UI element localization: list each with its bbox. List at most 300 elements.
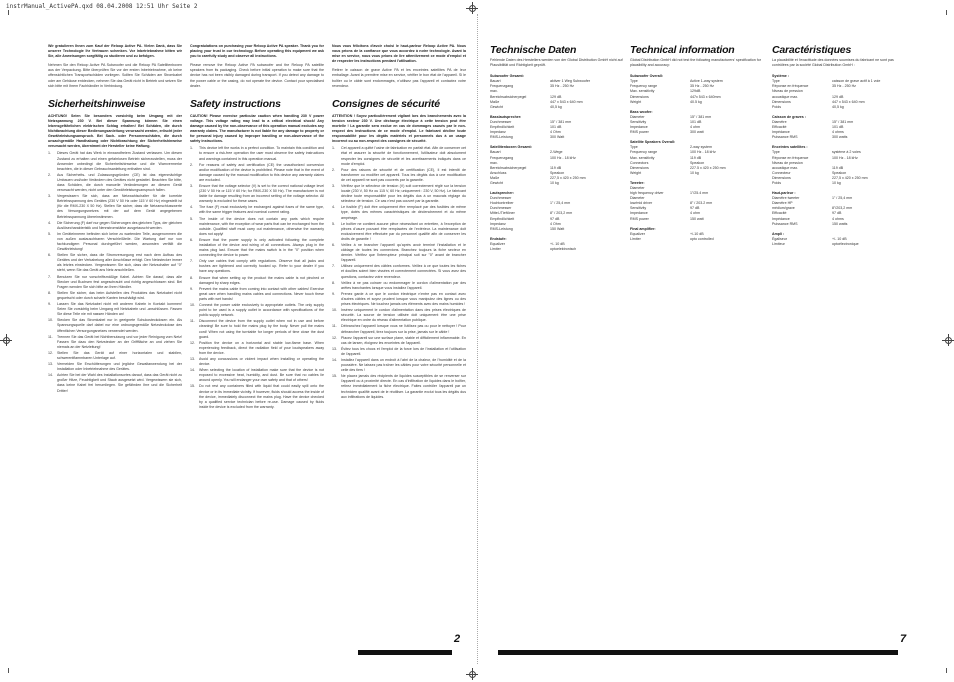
spec-value: 119 dB [550, 165, 562, 170]
spec-section [490, 74, 624, 110]
spec-value: +/- 10 dB [832, 236, 847, 241]
spec-section [772, 145, 910, 186]
spec-value: 10 kg [690, 170, 699, 175]
safety-item [332, 336, 466, 346]
safety-item-text: Die Sicherung (F) darf nur gegen Sicherungen des gleichen Typs, der gleichen Auslösecharakteristik und Nennstromstärke ausgetauscht werden. [57, 220, 182, 230]
safety-item-text: Installez l'appareil dans un endroit à l'abri de la chaleur, de l'humidité et de la poussière. Ne laissez pas traîner les câbles pour votre sécurité personnelle et celle des tiers ! [341, 357, 466, 373]
safety-item-number: 1. [332, 146, 335, 151]
safety-item-number: 14. [190, 368, 195, 373]
spec-label: Max. sensitivity [630, 155, 655, 160]
safety-item [48, 351, 182, 361]
safety-item [190, 217, 324, 237]
spec-value: 1" / 25,4 mm [832, 196, 853, 201]
spec-value: 101 dB [832, 125, 844, 130]
spec-value: 4 ohm [690, 125, 700, 130]
safety-item-text: This device left the works in a perfect condition. To maintain this condition and to ensure a risk-free operation the user must observe the safety instructions and warnings contained in this operation manual. [199, 146, 324, 161]
safety-item [332, 358, 466, 373]
spec-section-title: Satellite Speakers Overall: [630, 140, 676, 145]
spec-row [490, 247, 624, 252]
safety-item [48, 221, 182, 231]
spec-label: Weight [630, 99, 642, 104]
spec-label: Anschluss [490, 170, 507, 175]
safety-item-text: Trennen Sie das Gerät bei Nichtbenutzung und vor jeder Reinigung vom Netz! Fassen Sie dazu den Netzstecker an der Grifffläche an und ziehen Sie niemals an der Netzleitung! [57, 334, 182, 349]
tech-heading: Technische Daten [490, 44, 577, 56]
spec-label: Diamètre tweeter [772, 196, 800, 201]
safety-item [190, 146, 324, 161]
section-heading: Safety instructions [190, 97, 281, 110]
spec-label: Impedanz [490, 221, 506, 226]
right-page [480, 14, 946, 664]
tech-heading: Caractéristiques [772, 44, 852, 56]
safety-item [190, 163, 324, 183]
spec-label: Niveau de pression [772, 89, 803, 94]
safety-item-number: 4. [332, 205, 335, 210]
spec-value: 100 Hz - 18 kHz [690, 150, 716, 155]
spec-sections [490, 74, 624, 252]
spec-value: 227.5 x 420 x 250 mm [690, 165, 726, 170]
safety-item-text: Débranchez l'appareil lorsque vous ne l'utilisez pas ou pour le nettoyer ! Pour débrancher l'appareil, tirez toujours sur la prise, jamais sur le câble ! [341, 324, 466, 334]
spec-value: 40,5 kg [832, 104, 844, 109]
spec-section-title: Enceintes satellites : [772, 145, 808, 150]
spec-label: Impedance [630, 211, 648, 216]
safety-item-text: Stecken Sie das Stromkabel nur in geeignete Schukosteckdosen ein. Als Spannungsquelle darf dabei nur eine ordnungsgemäße Netzsteckdose des öffentlichen Versorgungsnetzes verwendet werden. [57, 318, 182, 333]
safety-item [48, 173, 182, 193]
spec-label: Dimensions [630, 94, 649, 99]
spec-row [630, 217, 764, 222]
column-english [190, 44, 324, 411]
safety-item-text: Veillez à ne brancher l'appareil qu'après avoir terminé l'installation et le câblage de toutes les connexions. Branchez toujours la fiche secteur en dernier. Vérifiez que l'interrupteur principal soit sur "0" avant de brancher l'appareil. [341, 243, 466, 263]
footer-bar [358, 650, 452, 655]
spec-label: Niveau de pression [772, 160, 803, 165]
safety-item [190, 238, 324, 258]
safety-item-text: Le fusible (F) doit être uniquement être remplacé par des fusibles de même type, dotés des mêmes caractéristiques de déclenchement et du même ampérage. [341, 205, 466, 220]
spec-label: Max. sensitivity [630, 89, 655, 94]
spec-value: 129dB [690, 89, 701, 94]
safety-item [190, 184, 324, 204]
spec-value: 2-Wege [550, 150, 563, 155]
page-number: 7 [900, 633, 907, 645]
spec-label: Bauart [490, 150, 501, 155]
spec-section [630, 110, 764, 135]
spec-section [490, 237, 624, 252]
crop-mark [946, 668, 947, 673]
safety-item-text: Cet appareil a quitté l'usine de fabrication en parfait état. Afin de conserver cet état et assurer la sécurité de fonctionnement, l'utilisateur doit absolument respecter les consignes de sécurité et les avertissements indiqués dans ce mode d'emploi. [341, 146, 466, 166]
safety-item-number: 15. [332, 374, 337, 379]
safety-item-number: 3. [332, 183, 335, 188]
spec-value: 10 kg [550, 180, 559, 185]
safety-item-number: 8. [190, 275, 193, 280]
safety-item [190, 287, 324, 302]
spec-section [630, 74, 764, 105]
page-spine [477, 14, 478, 664]
spec-value: 10 kg [832, 180, 841, 185]
safety-item [48, 232, 182, 252]
safety-item-text: Veillez à ne pas coincer ou endommager le cordon d'alimentation par des arêtes tranchantes lorsque vous installez l'appareil. [341, 280, 466, 290]
spec-value: Active 1-way system [690, 79, 723, 84]
safety-item-number: 1. [48, 151, 51, 156]
safety-item-number: 7. [332, 264, 335, 269]
safety-item-number: 5. [190, 216, 193, 221]
spec-value: 8" / 203.2 mm [690, 201, 713, 206]
spec-label: Impédance [772, 216, 790, 221]
spec-label: Hochtontreiber [490, 201, 514, 206]
safety-item [332, 292, 466, 307]
body-text: Please remove the Reloop Active PA subwoofer and the Reloop PA satellite speakers from its packaging. Check before initial operation to make sure that the device has not been visibly damaged during transport. If you detect any damage to the power cable or the casing, do not operate the device. Contact your specialised dealer. [190, 63, 324, 88]
spec-section [490, 115, 624, 140]
registration-mark-bottom [468, 670, 476, 678]
safety-item-number: 12. [332, 335, 337, 340]
spec-label: Sensitivity [630, 206, 647, 211]
safety-item-number: 4. [48, 220, 51, 225]
safety-item-text: Ensure that the power supply is only activated following the complete installation of the device and wiring of all connections. Always plug in the mains plug last. Ensure that the mains switch is in the "0" position when connecting the device to power. [199, 237, 324, 258]
safety-list [48, 151, 182, 393]
intro-text: Wir gratulieren Ihnen zum Kauf der Reloop Active PA. Vielen Dank, dass Sie unserer Technologie Ihr Vertrauen schenken. Vor Inbetriebnahme bitten wir Sie, alle Anweisungen sorgfältig zu studieren und zu befolgen. [48, 44, 182, 59]
spec-row [490, 135, 624, 140]
safety-item [190, 319, 324, 339]
spec-label: Connectors [630, 160, 649, 165]
spec-label: Maße [490, 175, 500, 180]
spec-sections [772, 74, 910, 247]
safety-item-number: 2. [190, 162, 193, 167]
safety-item [190, 384, 324, 409]
spec-label: Equalizer [630, 231, 645, 236]
spec-row [772, 222, 910, 227]
safety-item [48, 291, 182, 301]
spec-section [772, 115, 910, 140]
spec-label: Diameter [630, 185, 645, 190]
safety-item-text: Do not rest any containers filled with liquid that could easily spill onto the device or in its immediate vicinity. If however, fluids should access the inside of the device, immediately disconnect the mains plug. Have the device checked by a qualified service technician before re-use. Damage caused by fluids inside the device is excluded from the warranty. [199, 384, 324, 409]
spec-label: Durchmesser [490, 206, 512, 211]
spec-label: RMS power [630, 216, 649, 221]
spec-label: acoustique max. [772, 94, 799, 99]
safety-item-text: Vermeiden Sie Erschütterungen und jegliche Gewaltanwendung bei der Installation oder Inbetriebnahme des Gerätes. [57, 362, 182, 372]
spec-value: opto controlled [690, 236, 714, 241]
safety-item [332, 264, 466, 279]
spec-label: Limiteur [772, 241, 785, 246]
safety-item-number: 3. [48, 194, 51, 199]
spec-value: 15" / 381 mm [550, 119, 572, 124]
safety-item-number: 6. [190, 237, 193, 242]
safety-item-text: Ensure that when setting up the product the mains cable is not pinched or damaged by sharp edges. [199, 275, 324, 285]
spec-row [630, 171, 764, 176]
spec-label: Diameter [630, 114, 645, 119]
safety-item-text: Stellen Sie sicher, das beim Aufstellen des Produktes das Netzkabel nicht gequetscht oder durch scharfe Kanten beschädigt wird. [57, 290, 182, 300]
spec-value: 1" / 25,4 mm [550, 201, 571, 206]
spec-label: Type [772, 150, 780, 155]
spec-label: Type [630, 79, 638, 84]
spec-label: Durchmesser [490, 196, 512, 201]
safety-item-number: 6. [332, 243, 335, 247]
safety-item [48, 253, 182, 273]
spec-value: 300 watts [832, 135, 848, 140]
spec-label: acoustique max. [772, 165, 799, 170]
intro-text: Nous vous félicitons d'avoir choisi le haut-parleur Reloop Active PA. Nous vous prions de la confiance que vous accordez à notre technologie. Avant la mise en service, nous vous prions de lire attentivement ce mode d'emploi et de respecter les instructions pendant l'utilisation. [332, 44, 466, 64]
safety-item [332, 184, 466, 204]
safety-item-number: 7. [48, 274, 51, 279]
file-info: instrManual_ActivePA.qxd 08.04.2008 12:51 Uhr Seite 2 [6, 3, 198, 10]
spec-section-title: Lautsprecher: [490, 191, 514, 196]
safety-item-number: 10. [332, 308, 337, 313]
spec-value: 447 x 543 x 640 mm [550, 99, 583, 104]
safety-item [190, 357, 324, 367]
spec-section [772, 191, 910, 227]
spec-section-title: Caisson de graves : [772, 114, 806, 119]
spec-label: Dimensions [772, 175, 791, 180]
spec-section-title: Tweeter: [630, 180, 645, 185]
safety-item-text: Prenez garde à ce que le cordon électrique n'entre pas en contact avec d'autres câbles et soyez prudent lorsque vous manipulez des lignes ou des prises électriques. Ne touchez jamais ces éléments avec des mains humides ! [341, 291, 466, 307]
spec-value: 101 dB [690, 119, 702, 124]
spec-row [772, 105, 910, 110]
spec-value: 101 dB [550, 125, 562, 130]
spec-value: 150 watts [832, 221, 848, 226]
spec-value: 4 Ohm [550, 130, 561, 135]
body-text: Nehmen Sie den Reloop Active PA Subwoofer und die Reloop PA Satellitenboxen aus der Verpackung. Bitte überprüfen Sie vor der ersten Inbetriebnahme, ob keine offensichtlichen Transportschäden vorliegen. Sollten Sie Schäden am Stromkabel oder am Gehäuse entdecken, nehmen Sie das Gerät nicht in Betrieb und setzen Sie sich bitte mit Ihrem Fachhändler in Verbindung. [48, 63, 182, 88]
spec-label: Connecteur [772, 170, 791, 175]
spec-label: RMS power [630, 130, 649, 135]
safety-item-number: 9. [332, 291, 335, 296]
spec-value: 4 ohms [832, 130, 844, 135]
spec-value: +/- 10 dB [550, 241, 565, 246]
spec-value: Speakon [690, 160, 705, 165]
safety-item-text: When selecting the location of installation make sure that the device is not exposed to excessive heat, humidity, and dust. Be sure that no cables lie around openly. You will endanger your own safety and that of others! [199, 368, 324, 383]
footer-bar [498, 650, 898, 655]
safety-item-text: Insérez uniquement le cordon d'alimentation dans des prises électriques de sécurité. La source de tension utilisée doit uniquement être une prise électrique en ordre du réseau d'alimentation publique. [341, 308, 466, 323]
safety-list [332, 146, 466, 399]
spec-label: Puissance RMS [772, 135, 798, 140]
safety-item [332, 374, 466, 399]
spec-value: 150 Watt [550, 226, 565, 231]
spec-label: Limiter [630, 236, 641, 241]
safety-item-number: 10. [190, 303, 195, 308]
spec-value: 447 x 543 x 640 mm [832, 99, 865, 104]
safety-item-text: Utilisez uniquement des câbles conformes. Veillez à ce que toutes les fiches et douilles soient bien vissées et correctement connectées. Si vous avez des questions, contactez votre revendeur. [341, 264, 466, 279]
column-tech-french [772, 44, 910, 247]
spec-row [772, 242, 910, 247]
spec-value: optoélectronique [832, 241, 859, 246]
safety-item-number: 1. [190, 146, 193, 151]
spec-value: système à 2 voies [832, 150, 861, 155]
spec-value: 8"/203,2 mm [832, 206, 853, 211]
spec-label: Réponse en fréquence [772, 84, 809, 89]
spec-value: 300 watt [690, 130, 704, 135]
safety-item [332, 222, 466, 242]
safety-item-text: The fuse (F) must exclusively be exchanged against fuses of the same type, with the same trigger features and nominal current rating. [199, 205, 324, 215]
spec-label: médium/grave [772, 206, 795, 211]
tech-intro: Fehlende Daten des Herstellers werden von der Global Distribution GmbH nicht auf Plausibilität und Richtigkeit geprüft. [490, 58, 623, 68]
safety-item [332, 205, 466, 220]
spec-section [772, 74, 910, 110]
spec-value: 97 dB [832, 211, 842, 216]
spec-section [772, 232, 910, 247]
safety-item [190, 205, 324, 215]
safety-item-text: Im Geräteinneren befinden sich keine zu wartenden Teile, ausgenommen die von außen austauschbaren Verschleißteile. Die Wartung darf nur von fachkundigem Personal durchgeführt werden, ansonsten verfällt die Gewährleistung! [57, 231, 182, 252]
spec-value: 100 Hz - 18 kHz [550, 155, 576, 160]
spec-label: Maße [490, 99, 500, 104]
spec-row [630, 237, 764, 242]
spec-value: 35 Hz - 250 Hz [550, 84, 574, 89]
spec-label: max. [490, 89, 498, 94]
spec-label: RMS-Leistung [490, 226, 513, 231]
safety-item-number: 13. [190, 356, 195, 361]
safety-item [48, 373, 182, 393]
spec-row [490, 181, 624, 186]
spec-label: Efficacité [772, 211, 787, 216]
safety-item-number: 2. [48, 172, 51, 177]
spec-label: Diameter [630, 196, 645, 201]
body-text: Retirer le caisson de grave Active PA et les enceintes satellites PA de leur emballage. Avant la première mise en service, vérifier le bon état de l'appareil. Si le boîtier ou le câble sont endommagés, n'utilisez pas l'appareil et contactez votre revendeur. [332, 68, 466, 88]
spec-value: +/-10 dB [690, 231, 704, 236]
spec-section-title: Subwoofer Overall: [630, 74, 663, 79]
spec-row [630, 130, 764, 135]
safety-item [190, 303, 324, 318]
safety-item [332, 146, 466, 166]
spec-value: 4 ohm [690, 211, 700, 216]
safety-item-text: Avoid any concussions or violent impact when installing or operating the device. [199, 356, 324, 367]
spec-row [490, 227, 624, 232]
spec-label: Dimensions [630, 165, 649, 170]
spec-label: Bereichsabsicherpegel [490, 94, 527, 99]
safety-item-text: Position the device on a horizontal and stable low-flame base. When experiencing feedback, direct the radiation field of your loudspeakers away from the device. [199, 340, 324, 355]
safety-item [48, 275, 182, 290]
warning-text: ATTENTION ! Soyez particulièrement vigilant lors des branchements avec la tension secteur 230 V. Une décharge électrique à cette tension peut être mortelle ! La garantie sera exclue en cas de dommages causés par le non-respect des instructions de ce mode d'emploi. Le fabricant décline toute responsabilité pour les dégâts matériels et personnels dus à un usage incorrect ou au non-respect des consignes de sécurité. [332, 113, 466, 144]
column-german [48, 44, 182, 395]
warning-text: ACHTUNG! Seien Sie besonders vorsichtig beim Umgang mit der Netzspannung 230 V. Bei dieser Spannung können Sie einen lebensgefährlichen elektrischen Schlag erhalten! Bei Schäden, die durch Nichtbeachtung dieser Bedienungsanleitung verursacht werden, erlischt jeder Gewährleistungsanspruch. Bei Sach- oder Personenschäden, die durch unsachgemäße Handhabung oder Nichtbeachtung der Sicherheitshinweise verursacht werden, übernimmt der Hersteller keine Haftung. [48, 113, 182, 149]
safety-item [48, 318, 182, 333]
safety-item [190, 368, 324, 383]
spec-value: 447x 543 x 640mm [690, 94, 721, 99]
spec-section [490, 191, 624, 232]
spec-value: Speakon [550, 170, 565, 175]
spec-label: Impédance [772, 130, 790, 135]
spec-row [490, 105, 624, 110]
spec-value: Speakon [832, 170, 847, 175]
safety-item-text: For reasons of safety and certification (CE) the unauthorized conversion and/or modification of the device is prohibited. Please note that in the event of damage caused by the manual modification to this device any warranty claims are excluded. [199, 162, 324, 182]
safety-item-text: Stellen Sie das Gerät auf einer horizontalen und stabilen, schwerentflammbaren Unterlage auf. [57, 350, 182, 360]
spec-value: 4 ohms [832, 216, 844, 221]
spec-label: Sensitivity [630, 119, 647, 124]
spec-section-title: Subwoofer Gesamt: [490, 74, 524, 79]
safety-item [48, 194, 182, 219]
intro-text: Congratulations on purchasing your Reloop Active PA speaker. Thank you for placing your trust in our technology. Before operating this equipment we ask you to carefully study and observe all instructions. [190, 44, 324, 59]
spec-value: 119 dB [832, 165, 844, 170]
spec-value: 40.5 kg [690, 99, 702, 104]
spec-section-title: Système : [772, 74, 789, 79]
safety-item-text: Dieses Gerät hat das Werk in einwandfreiem Zustand verlassen. Um diesen Zustand zu erhalten und einen gefahrlosen Betrieb sicherzustellen, muss der Anwender unbedingt die Sicherheitshinweise und die Warnvermerke beachten, die in dieser Gebrauchsanleitung enthalten sind. [57, 151, 182, 171]
safety-item-text: Évitez tous les chocs et l'emploi de la force lors de l'installation et l'utilisation de l'appareil. [341, 346, 466, 356]
spec-section-title: Final amplifier: [630, 226, 656, 231]
spec-value: 150 watt [690, 216, 704, 221]
column-tech-english [630, 44, 764, 242]
safety-item-number: 13. [332, 346, 337, 351]
spec-value: 97 dB [690, 206, 700, 211]
spec-label: Diamètre HP [772, 201, 793, 206]
safety-list [190, 146, 324, 410]
safety-item-number: 8. [332, 280, 335, 285]
spec-label: Réponse en fréquence [772, 155, 809, 160]
spec-value: 35 Hz - 250 Hz [832, 84, 856, 89]
safety-item-number: 11. [48, 334, 53, 339]
safety-item-text: Pour des raisons de sécurité et de certification (CE), il est interdit de transformer ou modifier cet appareil. Tous les dégâts dus à une modification de cet appareil ne sont pas couverts par la garantie. [341, 167, 466, 182]
safety-item-number: 14. [332, 357, 337, 362]
safety-item-number: 11. [190, 319, 195, 324]
spec-section-title: Haut-parleur : [772, 191, 796, 196]
spec-section-title: Ampli : [772, 231, 785, 236]
spec-value: aktiver 1 Weg Subwoofer [550, 79, 591, 84]
spec-value: 40,5 kg [550, 104, 562, 109]
safety-item-number: 9. [190, 286, 193, 291]
safety-item-text: Stellen Sie sicher, dass die Stromversorgung erst nach dem Aufbau des Gerätes und der Verkabelung aller Anschlüsse erfolgt. Den Netzstecker immer als letztes einstecken. Vergewissern Sie sich, dass der Netzschalter auf "0" steht, wenn Sie das Gerät ans Netz anschließen. [57, 253, 182, 273]
spec-label: Frequenzgang [490, 84, 514, 89]
safety-item [190, 276, 324, 286]
safety-item [332, 324, 466, 334]
safety-item-number: 6. [48, 253, 51, 258]
spec-value: 35 Hz - 250 Hz [690, 84, 714, 89]
spec-value: 119 dB [690, 155, 702, 160]
safety-item [48, 151, 182, 171]
safety-item-number: 2. [332, 167, 335, 172]
safety-item-text: Prevent the mains cable from coming into contact with other cables! Exercise great care when handling mains cables and connections. Never touch these parts with wet hands! [199, 286, 324, 301]
tech-heading: Technical information [630, 44, 735, 56]
spec-value: 227,5 x 420 x 250 mm [832, 175, 868, 180]
safety-item [48, 362, 182, 372]
safety-item [190, 259, 324, 274]
safety-item-text: Ensure that the voltage selector (V) is set to the correct national voltage level (230 V 50 Hz or 115 V 60 Hz; for RMX-230 X 50 Hz). The manufacturer is not liable for damage resulting from an incorrect setting of the voltage selector. All warranty is excluded for these cases. [199, 183, 324, 204]
spec-value: 8" / 203,2 mm [550, 211, 573, 216]
spec-row [630, 100, 764, 105]
spec-value: caisson de grave actif à 1 voie [832, 79, 881, 84]
spec-row [772, 135, 910, 140]
spec-value: 15" / 381 mm [832, 119, 854, 124]
spec-section-title: Satellitenboxen Gesamt: [490, 145, 532, 150]
spec-section-title: Endstufe: [490, 236, 507, 241]
spec-value: 4 Ohm [550, 221, 561, 226]
spec-label: Limiter [490, 247, 501, 251]
spec-section [630, 140, 764, 176]
spec-label: Empfindlichkeit [490, 125, 515, 130]
safety-item-number: 10. [48, 318, 53, 323]
spec-label: Efficacité [772, 125, 787, 130]
spec-label: RMS-Leistung [490, 135, 513, 140]
safety-item-text: The inside of the device does not contain any parts which require maintenance, with the exception of wear parts that can be exchanged from the outside. Qualified staff must carry out maintenance, otherwise the warranty does not apply! [199, 216, 324, 236]
safety-item [48, 302, 182, 317]
spec-value: 227,5 x 420 x 250 mm [550, 175, 586, 180]
safety-item [332, 168, 466, 183]
safety-item-number: 12. [190, 340, 195, 345]
spec-label: Weight [630, 170, 642, 175]
safety-item-number: 9. [48, 302, 51, 307]
safety-item [332, 243, 466, 263]
safety-item-number: 4. [190, 205, 193, 210]
section-heading: Sicherheitshinweise [48, 97, 146, 110]
spec-label: Gewicht [490, 104, 503, 109]
spec-label: Bereichsabsicherpegel [490, 165, 527, 170]
safety-item-text: Lassen Sie das Netzkabel nicht mit anderen Kabeln in Kontakt kommen! Seien Sie vorsichtig beim Umgang mit Netzkabeln und -anschlüssen. Fassen Sie diese Teile nie mit nassen Händen an! [57, 302, 182, 317]
spec-label: Puissance RMS [772, 221, 798, 226]
safety-item [332, 347, 466, 357]
crop-mark [8, 668, 9, 673]
safety-item-number: 8. [48, 290, 51, 295]
spec-section-title: Bass woofer: [630, 109, 653, 114]
spec-label: Frequenzgang [490, 155, 514, 160]
safety-item-text: Vérifiez que le sélecteur de tension (V) soit correctement réglé sur la tension locale (230 V, 50 Hz ou 115 V, 60 Hz; uniquement : 230 V, 50 Hz). Le fabricant décline toute responsabilité pour les dégâts dus à un mauvais réglage du sélecteur de tension. Ce cas n'est pas couvert par la garantie. [341, 183, 466, 204]
safety-item [332, 308, 466, 323]
tech-intro: La plausibilité et l'exactitude des données soumises du fabricant ne sont pas contrôlées par la société Global Distribution GmbH : [772, 58, 894, 68]
section-heading: Consignes de sécurité [332, 97, 440, 110]
spec-value: 2-way system [690, 145, 712, 150]
safety-item-number: 3. [190, 183, 193, 188]
left-page [8, 14, 474, 664]
safety-item-text: Achten Sie bei der Wahl des Installationsortes darauf, dass das Gerät nicht zu großer Hitze, Feuchtigkeit und Staub ausgesetzt wird. Vergewissern sie sich, dass keine Kabel frei herumliegen. Sie gefährden Ihre und die Sicherheit Dritter! [57, 373, 182, 393]
